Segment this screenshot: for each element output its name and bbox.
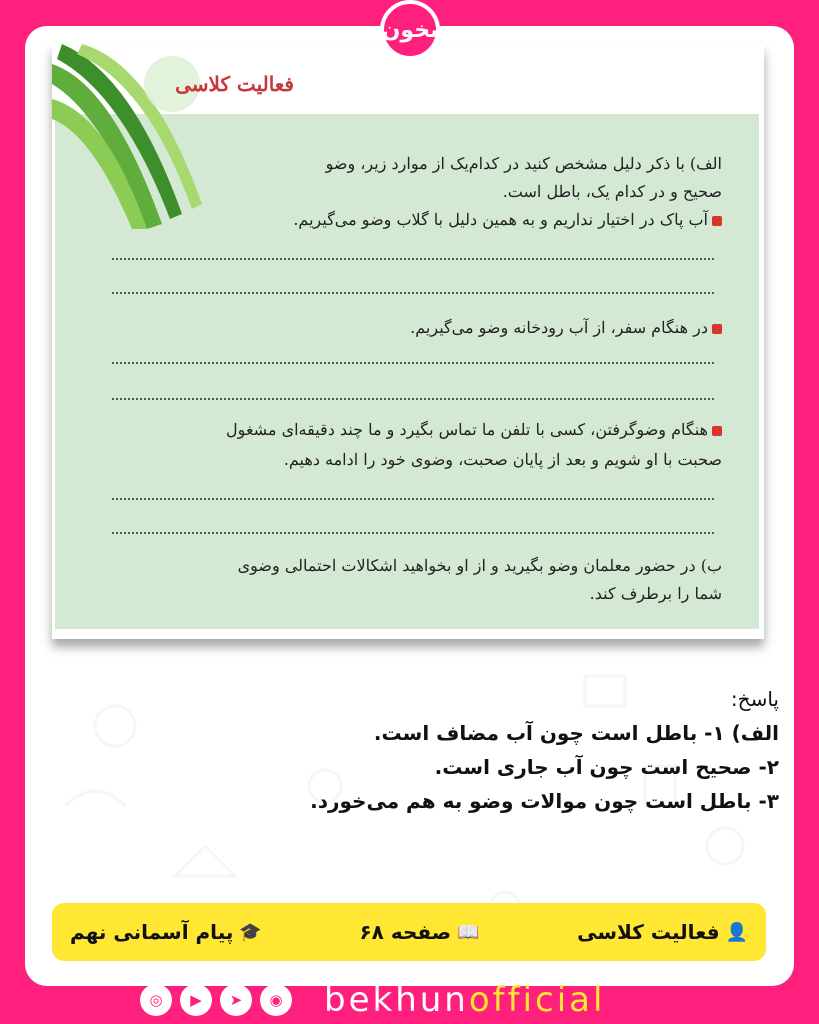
youtube-icon[interactable]: ▶ <box>180 984 212 1016</box>
footer-activity <box>577 920 748 944</box>
brand-logo: بخون <box>380 0 440 60</box>
part-b-line1: ب) در حضور معلمان وضو بگیرید و از او بخواهید اشکالات احتمالی وضوی <box>237 556 722 575</box>
footer-info-bar <box>52 903 766 961</box>
open-book-icon: 📖 <box>457 921 480 943</box>
question-item-1-text: آب پاک در اختیار نداریم و به همین دلیل با گلاب وضو می‌گیریم. <box>293 210 708 229</box>
bullet-icon <box>712 324 722 334</box>
student-icon: 👤 <box>725 921 748 943</box>
answer-line-dots <box>112 256 714 260</box>
footer-page <box>359 920 479 944</box>
question-item-3-text: هنگام وضوگرفتن، کسی با تلفن ما تماس بگیرد و ما چند دقیقه‌ای مشغول <box>226 420 708 439</box>
question-intro-line2: صحیح و در کدام یک، باطل است. <box>502 182 722 201</box>
question-item-2-text: در هنگام سفر، از آب رودخانه وضو می‌گیریم. <box>410 318 708 337</box>
bullet-icon <box>712 216 722 226</box>
answer-line-dots <box>112 360 714 364</box>
answer-line-3: ۳- باطل است چون موالات وضو به هم می‌خورد. <box>310 789 779 813</box>
bullet-icon <box>712 426 722 436</box>
answer-line-2: ۲- صحیح است چون آب جاری است. <box>434 755 779 779</box>
graduation-cap-icon: 🎓 <box>239 921 262 943</box>
answer-line-dots <box>112 396 714 400</box>
footer-page-label: صفحه ۶۸ <box>359 920 452 944</box>
answers-title: پاسخ: <box>730 687 779 711</box>
question-item-2 <box>410 314 722 341</box>
instagram-icon[interactable]: ◉ <box>260 984 292 1016</box>
part-b-line2: شما را برطرف کند. <box>589 584 722 603</box>
answers-section <box>310 682 779 818</box>
social-icons <box>140 984 292 1016</box>
answer-line-dots <box>112 530 714 534</box>
question-item-3 <box>226 416 722 443</box>
textbook-excerpt <box>52 44 764 639</box>
answer-line-dots <box>112 496 714 500</box>
telegram-icon[interactable]: ➤ <box>220 984 252 1016</box>
question-item-3-line2: صحبت با او شویم و بعد از پایان صحبت، وضوی خود را ادامه دهیم. <box>283 450 722 469</box>
brand-handle-part1: bekhun <box>324 980 469 1020</box>
activity-heading: فعالیت کلاسی <box>175 72 294 96</box>
footer-activity-label: فعالیت کلاسی <box>577 920 720 944</box>
question-intro-line1: الف) با ذکر دلیل مشخص کنید در کدام‌یک از موارد زیر، وضو <box>325 154 722 173</box>
footer-book-label: پیام آسمانی نهم <box>70 920 234 944</box>
answer-line-dots <box>112 290 714 294</box>
footer-book <box>70 920 262 944</box>
answer-line-1: الف) ۱- باطل است چون آب مضاف است. <box>373 721 779 745</box>
brand-handle-part2: official <box>468 980 606 1020</box>
brand-handle <box>324 980 605 1020</box>
question-item-1 <box>293 206 722 233</box>
film-icon[interactable]: ◎ <box>140 984 172 1016</box>
